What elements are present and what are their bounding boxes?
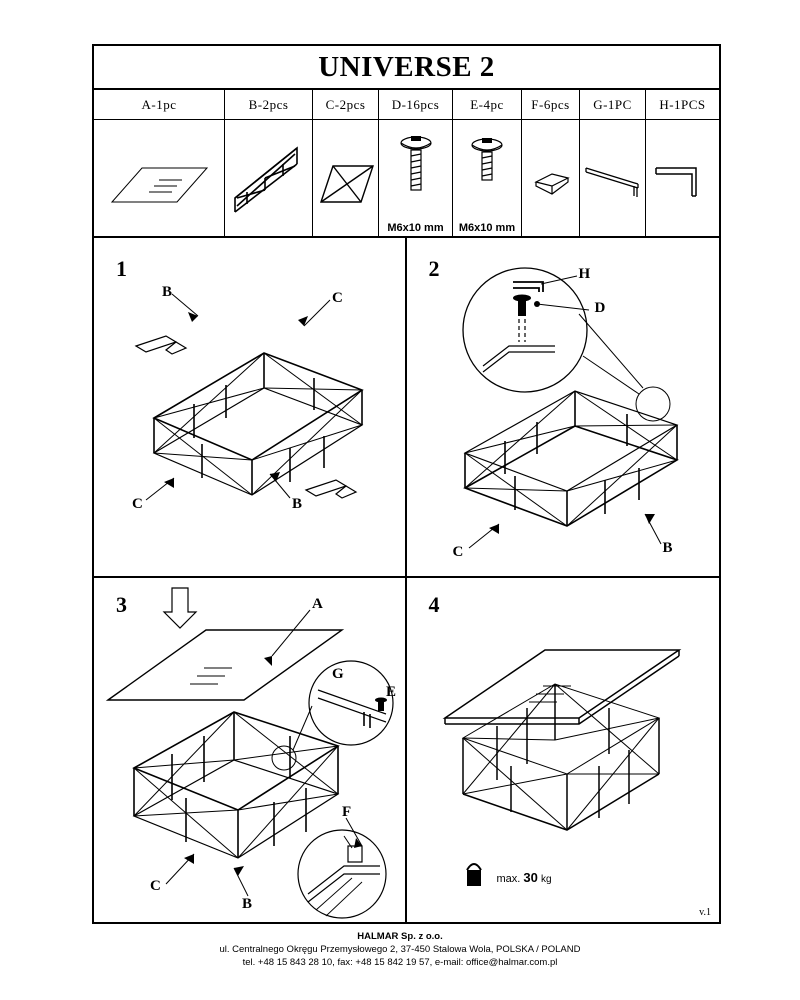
footer-address: ul. Centralnego Okręgu Przemysłowego 2, 37-450 Stalowa Wola, POLSKA / POLAND: [219, 944, 581, 955]
step-4: [407, 578, 720, 924]
step-2-callout-c: C: [452, 544, 464, 560]
footer: [0, 930, 800, 969]
version-label: v.1: [699, 907, 711, 918]
step-2-number: 2: [428, 256, 440, 281]
steps-grid: [94, 238, 719, 924]
part-cell-g: [580, 90, 646, 236]
step-1-callout-c-bottom: C: [132, 496, 143, 512]
part-cell-h: [646, 90, 719, 236]
max-load-unit: kg: [540, 873, 552, 885]
step-3-callout-c: C: [150, 877, 161, 894]
part-label-b: B-2pcs: [225, 90, 312, 120]
bracket-bar-icon: [580, 120, 645, 237]
side-frame-icon: [225, 120, 312, 237]
step-2-callout-d: D: [594, 300, 606, 316]
step-2-callout-h: H: [578, 266, 591, 282]
step-1: [94, 238, 407, 578]
parts-table: [94, 90, 719, 238]
bolt-long-icon: [379, 120, 452, 222]
title-band: [94, 46, 719, 90]
part-label-c: C-2pcs: [313, 90, 378, 120]
diagram-frame: [92, 44, 721, 924]
max-load-value: 30: [523, 869, 538, 885]
step-3-callout-a: A: [312, 595, 323, 612]
step-2-callout-b: B: [662, 540, 673, 556]
step-3-callout-f: F: [342, 803, 352, 820]
step-2-illustration: [407, 238, 720, 578]
panel-top-icon: [94, 120, 224, 237]
bolt-short-icon: [453, 120, 521, 222]
step-4-illustration: [407, 578, 720, 924]
max-load-note: [497, 870, 552, 885]
step-1-callout-b-bottom: B: [292, 496, 303, 512]
step-3-callout-b: B: [242, 895, 253, 912]
part-label-e: E-4pc: [453, 90, 521, 120]
step-2: [407, 238, 720, 578]
step-3-callout-e: E: [386, 683, 397, 700]
part-label-a: A-1pc: [94, 90, 224, 120]
page-title: UNIVERSE 2: [318, 50, 495, 83]
step-3-illustration: [94, 578, 407, 924]
part-label-d: D-16pcs: [379, 90, 452, 120]
part-cell-c: [313, 90, 379, 236]
part-cell-e: [453, 90, 522, 236]
step-1-callout-c-top: C: [332, 290, 343, 306]
part-label-g: G-1PC: [580, 90, 645, 120]
pad-icon: [522, 120, 579, 237]
footer-contact: tel. +48 15 843 28 10, fax: +48 15 842 19 57, e-mail: office@halmar.com.pl: [242, 957, 558, 968]
part-cell-a: [94, 90, 225, 236]
step-3-callout-g: G: [332, 665, 344, 682]
footer-company: HALMAR Sp. z o.o.: [357, 931, 443, 942]
step-1-number: 1: [116, 256, 127, 281]
part-spec-d: M6x10 mm: [387, 222, 444, 234]
step-3-number: 3: [116, 591, 127, 617]
part-spec-e: M6x10 mm: [458, 222, 516, 234]
allen-key-icon: [646, 120, 719, 237]
part-cell-d: [379, 90, 453, 236]
step-3: [94, 578, 407, 924]
max-load-prefix: max.: [496, 872, 521, 885]
step-1-illustration: [94, 238, 407, 578]
end-frame-icon: [313, 120, 378, 237]
part-label-f: F-6pcs: [522, 90, 579, 120]
step-1-callout-b-top: B: [162, 284, 173, 300]
part-cell-b: [225, 90, 313, 236]
part-label-h: H-1PCS: [646, 90, 719, 120]
part-cell-f: [522, 90, 580, 236]
step-4-number: 4: [428, 591, 440, 617]
